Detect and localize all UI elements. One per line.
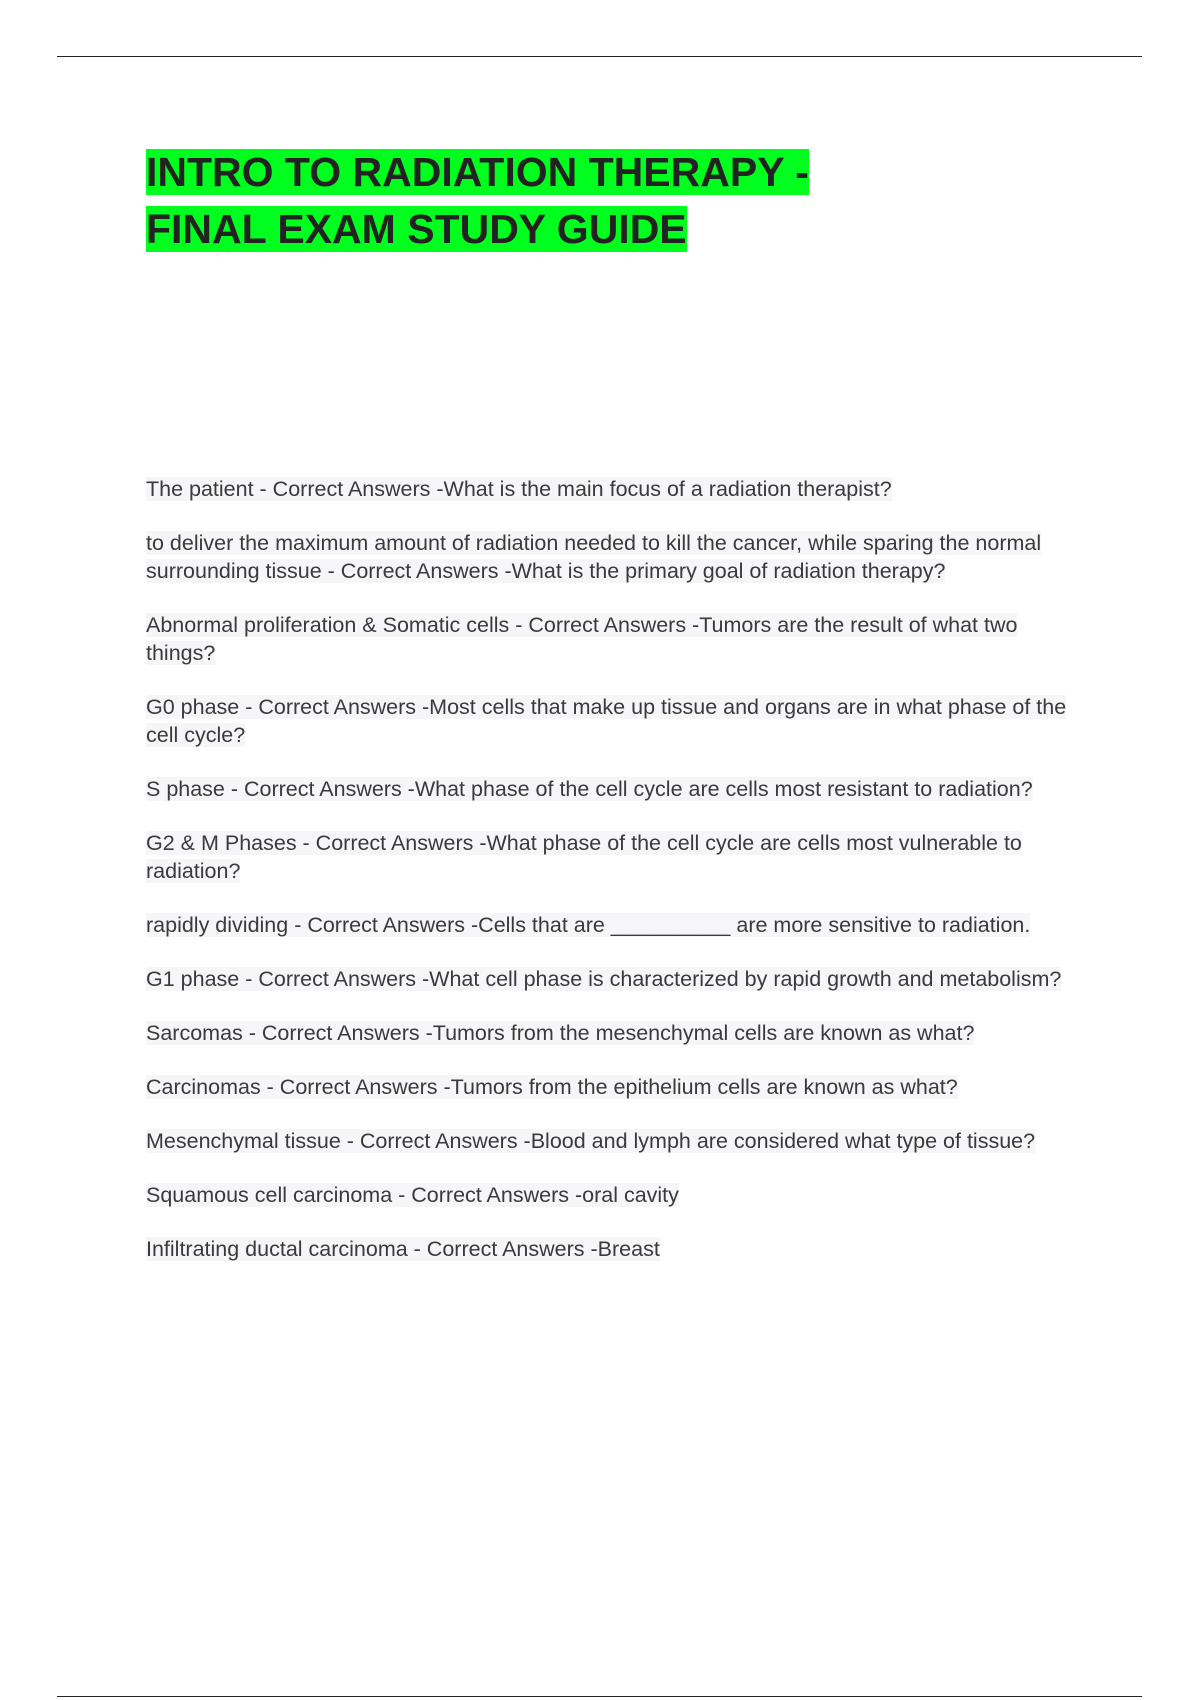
qa-text: Abnormal proliferation & Somatic cells - Correct Answers -Tumors are the result of what two things?: [146, 613, 1018, 665]
qa-text: Infiltrating ductal carcinoma - Correct Answers -Breast: [146, 1237, 660, 1261]
title-line-1: INTRO TO RADIATION THERAPY -: [146, 149, 809, 195]
qa-text: rapidly dividing - Correct Answers -Cells that are __________ are more sensitive to radiation.: [146, 913, 1031, 937]
qa-item: [146, 611, 1091, 667]
qa-text: The patient - Correct Answers -What is the main focus of a radiation therapist?: [146, 477, 892, 501]
qa-item: [146, 911, 1091, 939]
qa-text: Squamous cell carcinoma - Correct Answers -oral cavity: [146, 1183, 679, 1207]
qa-item: [146, 829, 1091, 885]
bottom-divider: [57, 1696, 1142, 1697]
qa-item: [146, 1019, 1091, 1047]
qa-text: G0 phase - Correct Answers -Most cells that make up tissue and organs are in what phase of the cell cycle?: [146, 695, 1067, 747]
qa-item: [146, 475, 1091, 503]
top-divider: [57, 56, 1142, 57]
qa-item: [146, 965, 1091, 993]
qa-text: Mesenchymal tissue - Correct Answers -Blood and lymph are considered what type of tissue?: [146, 1129, 1036, 1153]
qa-item: [146, 1235, 1091, 1263]
qa-item: [146, 1073, 1091, 1101]
qa-list: [146, 475, 1091, 1289]
qa-item: [146, 1181, 1091, 1209]
qa-text: to deliver the maximum amount of radiation needed to kill the cancer, while sparing the normal surrounding tissue - Correct Answers -What is the primary goal of radiation therapy?: [146, 531, 1042, 583]
title-line-2: FINAL EXAM STUDY GUIDE: [146, 206, 687, 252]
qa-item: [146, 529, 1091, 585]
document-title: [146, 144, 1046, 258]
qa-item: [146, 775, 1091, 803]
qa-item: [146, 693, 1091, 749]
qa-text: S phase - Correct Answers -What phase of the cell cycle are cells most resistant to radiation?: [146, 777, 1033, 801]
page-title: [146, 144, 1046, 258]
qa-text: G2 & M Phases - Correct Answers -What phase of the cell cycle are cells most vulnerable to radiation?: [146, 831, 1022, 883]
qa-item: [146, 1127, 1091, 1155]
qa-text: Sarcomas - Correct Answers -Tumors from the mesenchymal cells are known as what?: [146, 1021, 975, 1045]
qa-text: G1 phase - Correct Answers -What cell phase is characterized by rapid growth and metabolism?: [146, 967, 1062, 991]
qa-text: Carcinomas - Correct Answers -Tumors from the epithelium cells are known as what?: [146, 1075, 958, 1099]
